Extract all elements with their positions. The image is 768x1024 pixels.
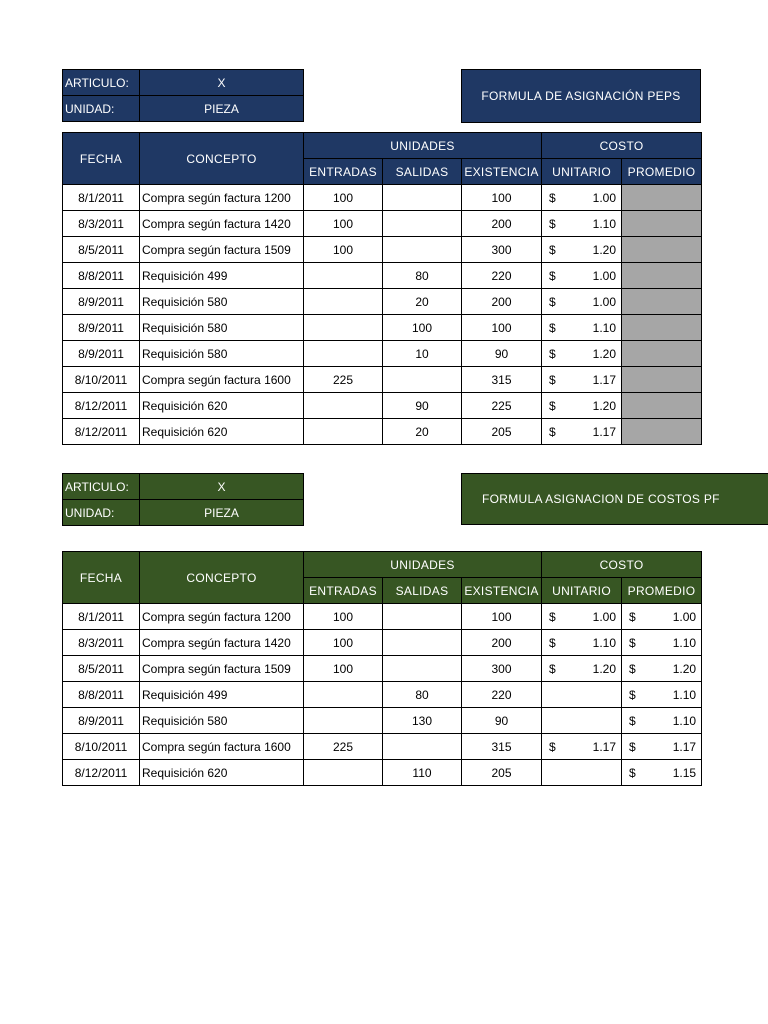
article-info-table-peps xyxy=(62,69,304,122)
cell-promedio-value: 1.15 xyxy=(672,766,697,780)
cell-salidas[interactable] xyxy=(383,630,462,656)
cell-salidas[interactable] xyxy=(383,237,462,263)
cell-fecha[interactable]: 8/9/2011 xyxy=(63,289,140,315)
header-promedio: PROMEDIO xyxy=(622,159,702,185)
cell-entradas[interactable]: 100 xyxy=(304,656,383,682)
cell-salidas[interactable]: 130 xyxy=(383,708,462,734)
currency-symbol: $ xyxy=(549,243,556,257)
currency-symbol: $ xyxy=(549,321,556,335)
cell-existencia[interactable]: 200 xyxy=(462,211,542,237)
cell-unitario-value: 1.20 xyxy=(592,347,617,361)
cell-unitario[interactable] xyxy=(542,211,622,237)
currency-symbol: $ xyxy=(549,191,556,205)
cell-unitario[interactable] xyxy=(542,630,622,656)
table-row xyxy=(63,315,702,341)
cell-unitario-value: 1.00 xyxy=(592,269,617,283)
cell-unitario[interactable] xyxy=(542,682,622,708)
cell-unitario-value: 1.10 xyxy=(592,636,617,650)
cell-promedio-value: 1.17 xyxy=(672,740,697,754)
currency-symbol: $ xyxy=(629,740,636,754)
cell-salidas[interactable]: 10 xyxy=(383,341,462,367)
formula-title-promedio-text: FORMULA ASIGNACION DE COSTOS PF xyxy=(482,492,720,506)
formula-title-peps-text: FORMULA DE ASIGNACIÓN PEPS xyxy=(481,89,681,103)
cell-fecha[interactable]: 8/9/2011 xyxy=(63,315,140,341)
cell-promedio[interactable] xyxy=(622,630,702,656)
articulo-value[interactable]: X xyxy=(140,70,304,96)
cell-promedio[interactable] xyxy=(622,237,702,263)
cell-salidas[interactable]: 110 xyxy=(383,760,462,786)
cell-concepto[interactable]: Requisición 620 xyxy=(140,393,304,419)
cell-existencia[interactable]: 220 xyxy=(462,682,542,708)
table-row xyxy=(63,604,702,630)
cell-fecha[interactable]: 8/12/2011 xyxy=(63,419,140,445)
table-row xyxy=(63,656,702,682)
cell-entradas[interactable]: 100 xyxy=(304,237,383,263)
cell-unitario[interactable] xyxy=(542,289,622,315)
cell-fecha[interactable]: 8/8/2011 xyxy=(63,682,140,708)
cell-unitario[interactable] xyxy=(542,604,622,630)
cell-promedio-value: 1.10 xyxy=(672,636,697,650)
cell-promedio[interactable] xyxy=(622,760,702,786)
inventory-table-promedio xyxy=(62,551,702,786)
cell-entradas[interactable]: 100 xyxy=(304,185,383,211)
cell-entradas[interactable]: 100 xyxy=(304,630,383,656)
cell-fecha[interactable]: 8/1/2011 xyxy=(63,185,140,211)
currency-symbol: $ xyxy=(549,636,556,650)
cell-concepto[interactable]: Compra según factura 1420 xyxy=(140,630,304,656)
cell-existencia[interactable]: 315 xyxy=(462,734,542,760)
cell-promedio[interactable] xyxy=(622,289,702,315)
cell-promedio[interactable] xyxy=(622,682,702,708)
cell-unitario[interactable] xyxy=(542,419,622,445)
currency-symbol: $ xyxy=(629,688,636,702)
cell-entradas[interactable]: 100 xyxy=(304,604,383,630)
cell-concepto[interactable]: Compra según factura 1600 xyxy=(140,734,304,760)
header-unitario: UNITARIO xyxy=(542,578,622,604)
cell-salidas[interactable]: 80 xyxy=(383,682,462,708)
cell-salidas[interactable]: 20 xyxy=(383,289,462,315)
header-row-1 xyxy=(63,133,702,159)
header-salidas: SALIDAS xyxy=(383,578,462,604)
cell-existencia[interactable]: 100 xyxy=(462,185,542,211)
cell-salidas[interactable] xyxy=(383,734,462,760)
articulo-label: ARTICULO: xyxy=(63,70,140,96)
cell-unitario-value: 1.00 xyxy=(592,610,617,624)
cell-promedio[interactable] xyxy=(622,315,702,341)
header-concepto: CONCEPTO xyxy=(140,552,304,604)
cell-existencia[interactable]: 100 xyxy=(462,315,542,341)
articulo-row xyxy=(63,474,304,500)
currency-symbol: $ xyxy=(549,373,556,387)
formula-title-promedio xyxy=(461,473,768,525)
cell-promedio[interactable] xyxy=(622,734,702,760)
cell-promedio[interactable] xyxy=(622,185,702,211)
cell-entradas[interactable] xyxy=(304,289,383,315)
formula-title-peps xyxy=(461,69,701,123)
cell-entradas[interactable] xyxy=(304,419,383,445)
cell-unitario[interactable] xyxy=(542,367,622,393)
table-row xyxy=(63,630,702,656)
header-costo: COSTO xyxy=(542,552,702,578)
cell-existencia[interactable]: 200 xyxy=(462,289,542,315)
cell-fecha[interactable]: 8/5/2011 xyxy=(63,656,140,682)
cell-promedio[interactable] xyxy=(622,341,702,367)
cell-unitario-value: 1.20 xyxy=(592,662,617,676)
cell-promedio-value: 1.20 xyxy=(672,662,697,676)
table-body-promedio xyxy=(63,604,702,786)
cell-concepto[interactable]: Compra según factura 1420 xyxy=(140,211,304,237)
cell-promedio[interactable] xyxy=(622,604,702,630)
cell-promedio[interactable] xyxy=(622,211,702,237)
header-unitario: UNITARIO xyxy=(542,159,622,185)
cell-fecha[interactable]: 8/9/2011 xyxy=(63,708,140,734)
cell-unitario-value: 1.00 xyxy=(592,295,617,309)
table-row xyxy=(63,185,702,211)
currency-symbol: $ xyxy=(629,714,636,728)
cell-concepto[interactable]: Compra según factura 1200 xyxy=(140,185,304,211)
currency-symbol: $ xyxy=(549,610,556,624)
table-row xyxy=(63,419,702,445)
cell-existencia[interactable]: 300 xyxy=(462,237,542,263)
cell-existencia[interactable]: 205 xyxy=(462,419,542,445)
unidad-value[interactable]: PIEZA xyxy=(140,500,304,526)
table-row xyxy=(63,237,702,263)
cell-unitario-value: 1.10 xyxy=(592,217,617,231)
unidad-label: UNIDAD: xyxy=(63,96,140,122)
cell-unitario[interactable] xyxy=(542,393,622,419)
cell-salidas[interactable] xyxy=(383,604,462,630)
cell-concepto[interactable]: Compra según factura 1600 xyxy=(140,367,304,393)
currency-symbol: $ xyxy=(549,425,556,439)
header-existencia: EXISTENCIA xyxy=(462,578,542,604)
currency-symbol: $ xyxy=(629,636,636,650)
cell-promedio[interactable] xyxy=(622,393,702,419)
cell-existencia[interactable]: 300 xyxy=(462,656,542,682)
cell-concepto[interactable]: Requisición 620 xyxy=(140,419,304,445)
cell-unitario[interactable] xyxy=(542,341,622,367)
cell-entradas[interactable] xyxy=(304,760,383,786)
cell-promedio-value: 1.10 xyxy=(672,714,697,728)
header-concepto: CONCEPTO xyxy=(140,133,304,185)
cell-salidas[interactable]: 90 xyxy=(383,393,462,419)
header-entradas: ENTRADAS xyxy=(304,159,383,185)
currency-symbol: $ xyxy=(549,399,556,413)
currency-symbol: $ xyxy=(549,740,556,754)
cell-unitario-value: 1.20 xyxy=(592,399,617,413)
cell-fecha[interactable]: 8/10/2011 xyxy=(63,734,140,760)
cell-salidas[interactable] xyxy=(383,656,462,682)
cell-entradas[interactable] xyxy=(304,315,383,341)
cell-fecha[interactable]: 8/9/2011 xyxy=(63,341,140,367)
currency-symbol: $ xyxy=(629,662,636,676)
cell-promedio-value: 1.00 xyxy=(672,610,697,624)
unidad-value[interactable]: PIEZA xyxy=(140,96,304,122)
header-entradas: ENTRADAS xyxy=(304,578,383,604)
cell-fecha[interactable]: 8/1/2011 xyxy=(63,604,140,630)
cell-unitario[interactable] xyxy=(542,315,622,341)
cell-fecha[interactable]: 8/3/2011 xyxy=(63,211,140,237)
cell-salidas[interactable]: 20 xyxy=(383,419,462,445)
cell-fecha[interactable]: 8/8/2011 xyxy=(63,263,140,289)
currency-symbol: $ xyxy=(629,610,636,624)
table-row xyxy=(63,211,702,237)
cell-salidas[interactable]: 80 xyxy=(383,263,462,289)
currency-symbol: $ xyxy=(549,347,556,361)
cell-concepto[interactable]: Compra según factura 1200 xyxy=(140,604,304,630)
table-row xyxy=(63,289,702,315)
cell-concepto[interactable]: Compra según factura 1509 xyxy=(140,237,304,263)
cell-unitario[interactable] xyxy=(542,656,622,682)
cell-unitario-value: 1.10 xyxy=(592,321,617,335)
unidad-row xyxy=(63,96,304,122)
table-row xyxy=(63,341,702,367)
table-row xyxy=(63,393,702,419)
cell-salidas[interactable] xyxy=(383,185,462,211)
header-costo: COSTO xyxy=(542,133,702,159)
table-row xyxy=(63,367,702,393)
table-row xyxy=(63,682,702,708)
cell-unitario-value: 1.17 xyxy=(592,740,617,754)
cell-entradas[interactable] xyxy=(304,263,383,289)
header-unidades: UNIDADES xyxy=(304,552,542,578)
cell-concepto[interactable]: Requisición 580 xyxy=(140,341,304,367)
table-body-peps xyxy=(63,185,702,445)
cell-salidas[interactable]: 100 xyxy=(383,315,462,341)
cell-promedio[interactable] xyxy=(622,419,702,445)
cell-existencia[interactable]: 205 xyxy=(462,760,542,786)
header-unidades: UNIDADES xyxy=(304,133,542,159)
cell-entradas[interactable]: 225 xyxy=(304,734,383,760)
currency-symbol: $ xyxy=(549,217,556,231)
cell-concepto[interactable]: Requisición 620 xyxy=(140,760,304,786)
cell-concepto[interactable]: Compra según factura 1509 xyxy=(140,656,304,682)
cell-promedio[interactable] xyxy=(622,367,702,393)
cell-concepto[interactable]: Requisición 499 xyxy=(140,263,304,289)
header-existencia: EXISTENCIA xyxy=(462,159,542,185)
cell-salidas[interactable] xyxy=(383,211,462,237)
cell-concepto[interactable]: Requisición 499 xyxy=(140,682,304,708)
cell-entradas[interactable]: 100 xyxy=(304,211,383,237)
cell-existencia[interactable]: 200 xyxy=(462,630,542,656)
currency-symbol: $ xyxy=(549,295,556,309)
cell-existencia[interactable]: 220 xyxy=(462,263,542,289)
unidad-row xyxy=(63,500,304,526)
cell-existencia[interactable]: 225 xyxy=(462,393,542,419)
cell-unitario[interactable] xyxy=(542,760,622,786)
cell-fecha[interactable]: 8/3/2011 xyxy=(63,630,140,656)
header-promedio: PROMEDIO xyxy=(622,578,702,604)
cell-fecha[interactable]: 8/10/2011 xyxy=(63,367,140,393)
cell-entradas[interactable]: 225 xyxy=(304,367,383,393)
table-row xyxy=(63,708,702,734)
cell-promedio[interactable] xyxy=(622,656,702,682)
cell-unitario-value: 1.20 xyxy=(592,243,617,257)
cell-unitario[interactable] xyxy=(542,734,622,760)
table-row xyxy=(63,760,702,786)
cell-concepto[interactable]: Requisición 580 xyxy=(140,315,304,341)
cell-concepto[interactable]: Requisición 580 xyxy=(140,708,304,734)
articulo-row xyxy=(63,70,304,96)
unidad-label: UNIDAD: xyxy=(63,500,140,526)
cell-unitario[interactable] xyxy=(542,185,622,211)
cell-unitario-value: 1.00 xyxy=(592,191,617,205)
cell-fecha[interactable]: 8/12/2011 xyxy=(63,760,140,786)
cell-unitario[interactable] xyxy=(542,237,622,263)
cell-existencia[interactable]: 315 xyxy=(462,367,542,393)
articulo-label: ARTICULO: xyxy=(63,474,140,500)
table-row xyxy=(63,263,702,289)
article-info-table-promedio xyxy=(62,473,304,526)
currency-symbol: $ xyxy=(549,662,556,676)
currency-symbol: $ xyxy=(629,766,636,780)
cell-entradas[interactable] xyxy=(304,341,383,367)
articulo-value[interactable]: X xyxy=(140,474,304,500)
table-row xyxy=(63,734,702,760)
cell-entradas[interactable] xyxy=(304,682,383,708)
header-row-1 xyxy=(63,552,702,578)
cell-unitario-value: 1.17 xyxy=(592,425,617,439)
currency-symbol: $ xyxy=(549,269,556,283)
cell-salidas[interactable] xyxy=(383,367,462,393)
inventory-table-peps xyxy=(62,132,702,445)
header-fecha: FECHA xyxy=(63,133,140,185)
cell-existencia[interactable]: 90 xyxy=(462,341,542,367)
cell-unitario-value: 1.17 xyxy=(592,373,617,387)
cell-promedio[interactable] xyxy=(622,708,702,734)
header-salidas: SALIDAS xyxy=(383,159,462,185)
cell-existencia[interactable]: 100 xyxy=(462,604,542,630)
cell-existencia[interactable]: 90 xyxy=(462,708,542,734)
cell-unitario[interactable] xyxy=(542,263,622,289)
cell-entradas[interactable] xyxy=(304,393,383,419)
cell-unitario[interactable] xyxy=(542,708,622,734)
header-fecha: FECHA xyxy=(63,552,140,604)
cell-concepto[interactable]: Requisición 580 xyxy=(140,289,304,315)
cell-entradas[interactable] xyxy=(304,708,383,734)
cell-promedio-value: 1.10 xyxy=(672,688,697,702)
cell-fecha[interactable]: 8/5/2011 xyxy=(63,237,140,263)
cell-promedio[interactable] xyxy=(622,263,702,289)
cell-fecha[interactable]: 8/12/2011 xyxy=(63,393,140,419)
